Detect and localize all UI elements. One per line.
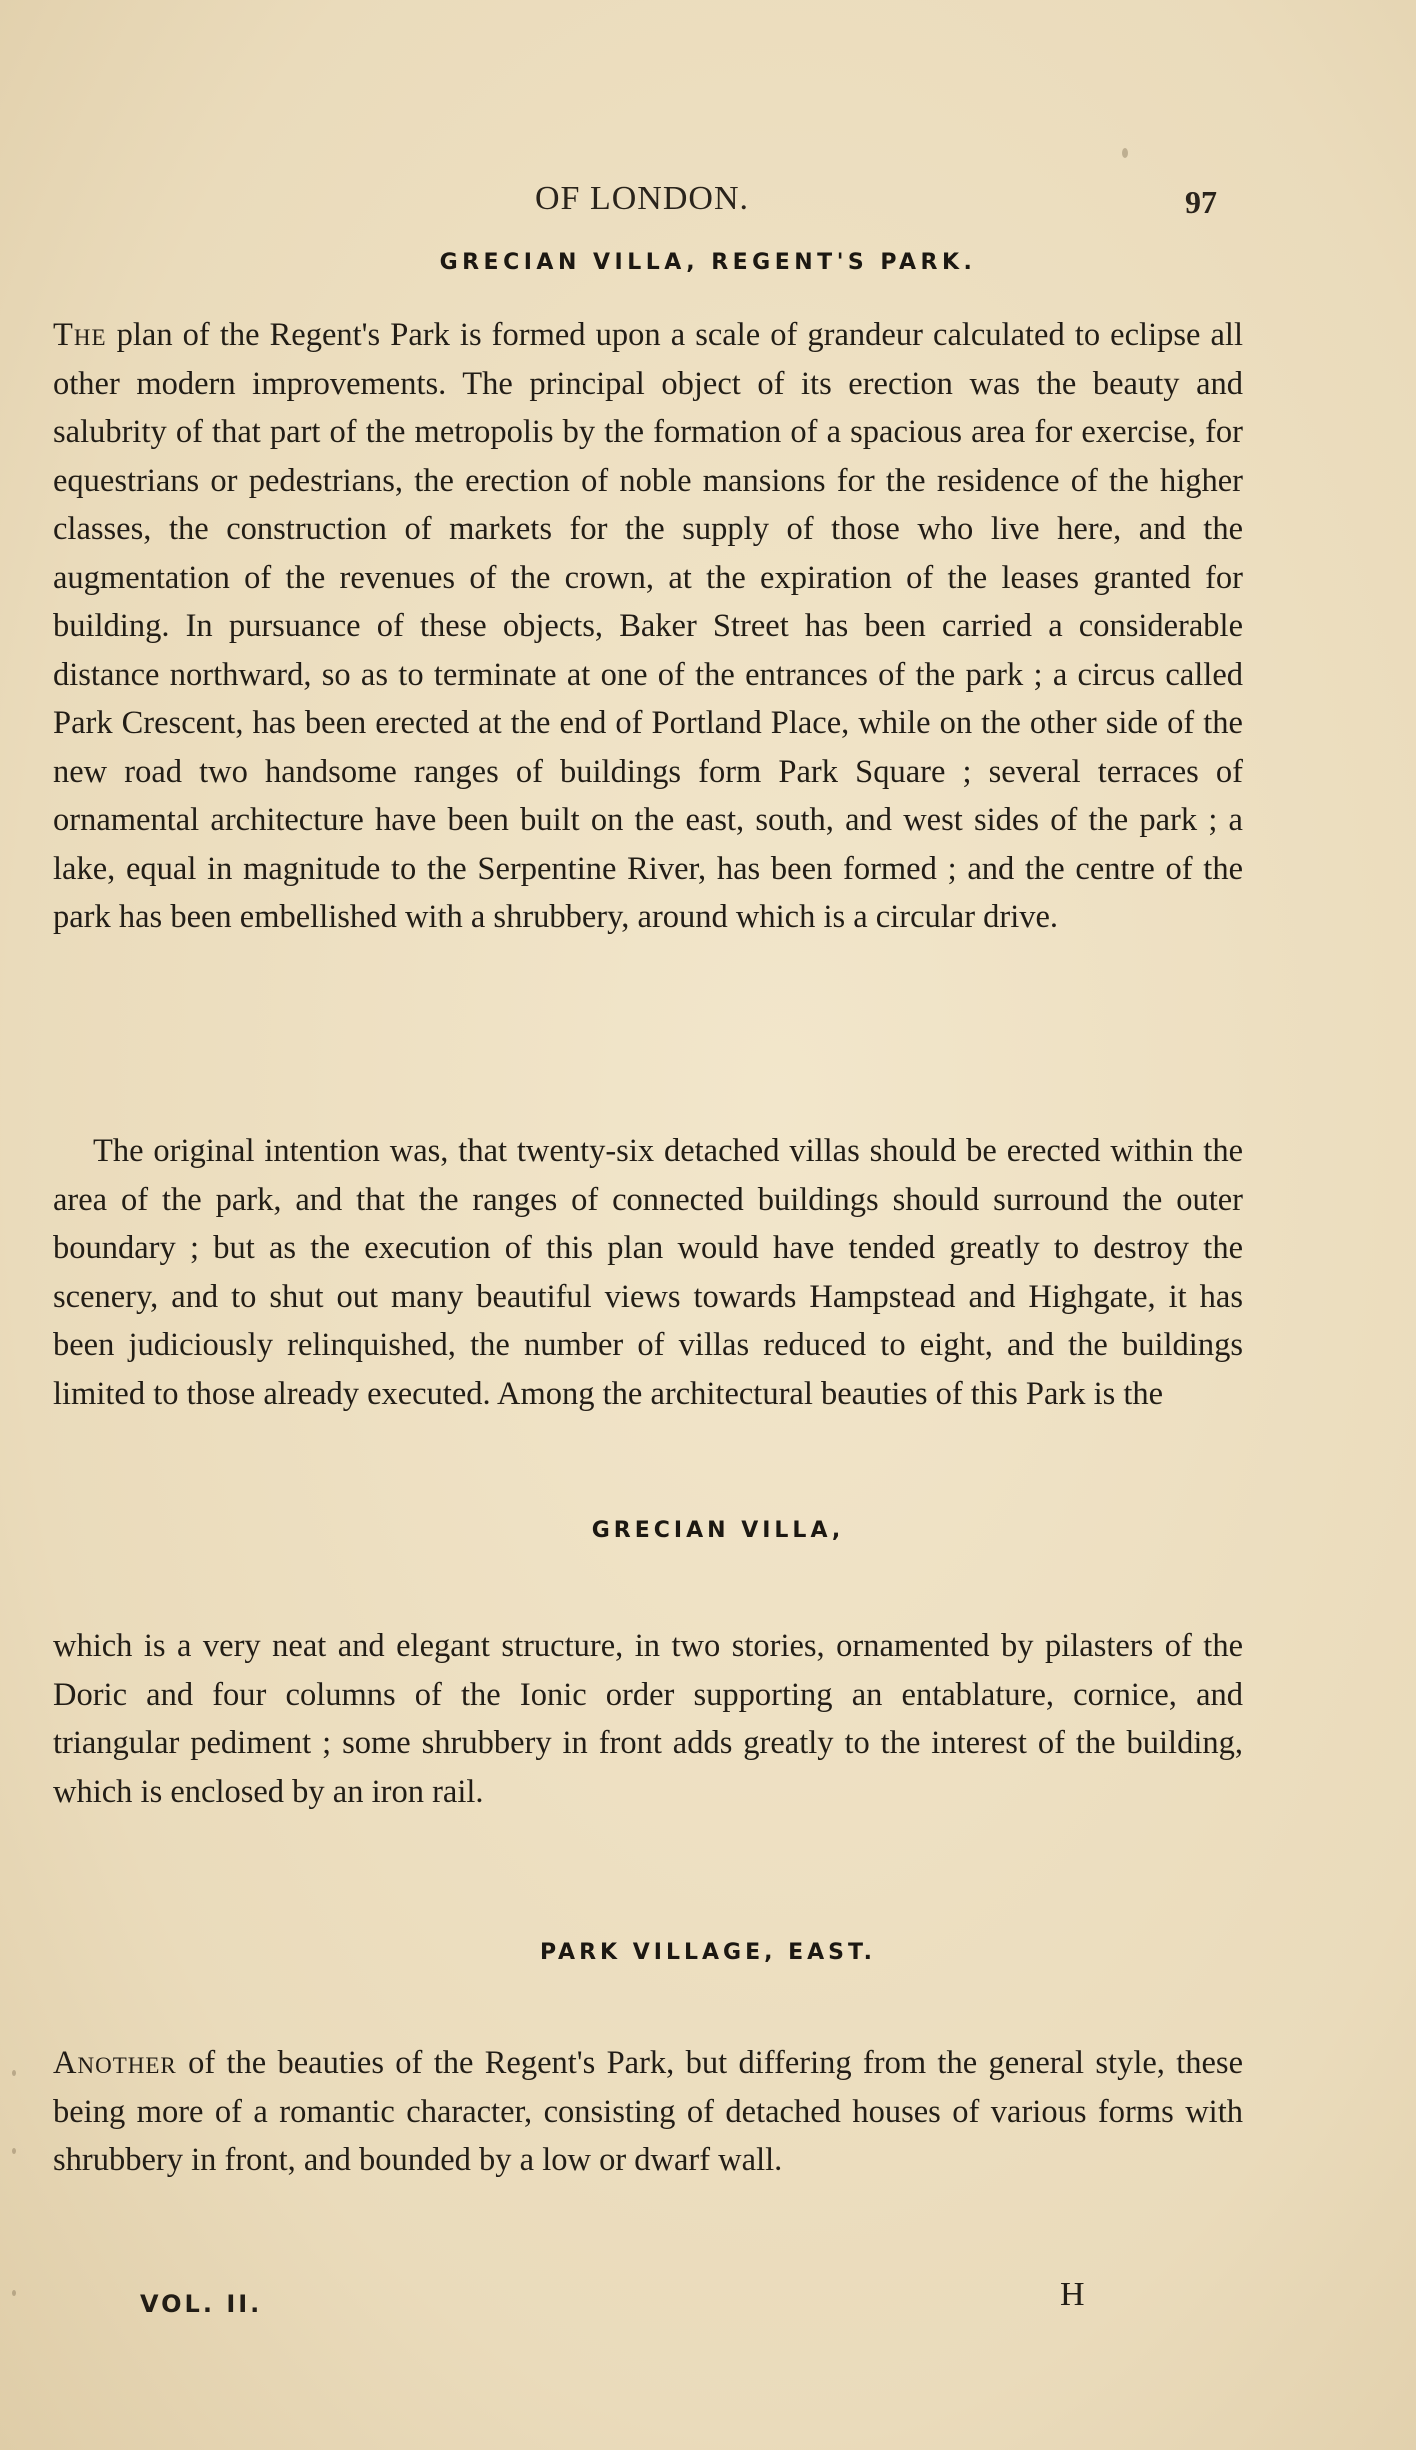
section-heading-grecian-villa-regents-park: GRECIAN VILLA, REGENT'S PARK.	[439, 250, 977, 275]
paragraph-villa-description: which is a very neat and elegant structure, in two stories, ornamented by pilasters of the Doric and four columns of the Ionic order supporting an entablature, cornice, and triangular pediment ; some shrubbery in front adds greatly to the interest of the building, which is enclosed by an iron rail.	[53, 1628, 1243, 1810]
signature-mark: H	[1060, 2276, 1085, 2313]
ink-spot	[12, 2148, 16, 2154]
paragraph-lead-word: Another	[53, 2045, 177, 2081]
ink-spot	[1122, 148, 1128, 158]
section-heading-grecian-villa: GRECIAN VILLA,	[591, 1518, 845, 1543]
paragraph-text: of the beauties of the Regent's Park, but differing from the general style, these being more of a romantic character, consisting of detached houses of various forms with shrubbery in front, and bounded by a low or dwarf wall.	[53, 2045, 1244, 2178]
paragraph-original-intention: The original intention was, that twenty-six detached villas should be erected within the area of the park, and that the ranges of connected buildings should surround the outer boundary ; but as the execution of this plan would have tended greatly to destroy the scenery, and to shut out many beautiful views towards Hampstead and Highgate, it has been judiciously relinquished, the number of villas reduced to eight, and the buildings limited to those already executed. Among the architectural beauties of this Park is the	[53, 1133, 1243, 1412]
ink-spot	[12, 2070, 16, 2076]
section-heading-park-village-east: PARK VILLAGE, EAST.	[539, 1940, 877, 1965]
paragraph-text: plan of the Regent's Park is formed upon a scale of grandeur calculated to eclipse all other modern improvements. The principal object of its erection was the beauty and salubrity of that part of the metropolis by the formation of a spacious area for exercise, for equestrians or pedestrians, the erection of noble mansions for the residence of the higher classes, the construction of markets for the supply of those who live here, and the augmentation of the revenues of the crown, at the expiration of the leases granted for building. In pursuance of these objects, Baker Street has been carried a considerable distance northward, so as to terminate at one of the entrances of the park ; a circus called Park Crescent, has been erected at the end of Portland Place, while on the other side of the new road two handsome ranges of buildings form Park Square ; several terraces of ornamental architecture have been built on the east, south, and west sides of the park ; a lake, equal in magnitude to the Serpentine River, has been formed ; and the centre of the park has been embellished with a shrubbery, around which is a circular drive.	[53, 317, 1243, 935]
ink-spot	[12, 2290, 16, 2296]
page-number: 97	[1185, 184, 1217, 220]
volume-marker: VOL. II.	[140, 2290, 263, 2318]
paragraph-regents-park-plan	[53, 311, 1243, 942]
running-head	[0, 180, 1416, 230]
paragraph-lead-word: The	[53, 317, 107, 353]
page-footer	[0, 2276, 1416, 2340]
running-title: OF LONDON.	[535, 180, 749, 217]
paragraph-park-village	[53, 2039, 1243, 2185]
